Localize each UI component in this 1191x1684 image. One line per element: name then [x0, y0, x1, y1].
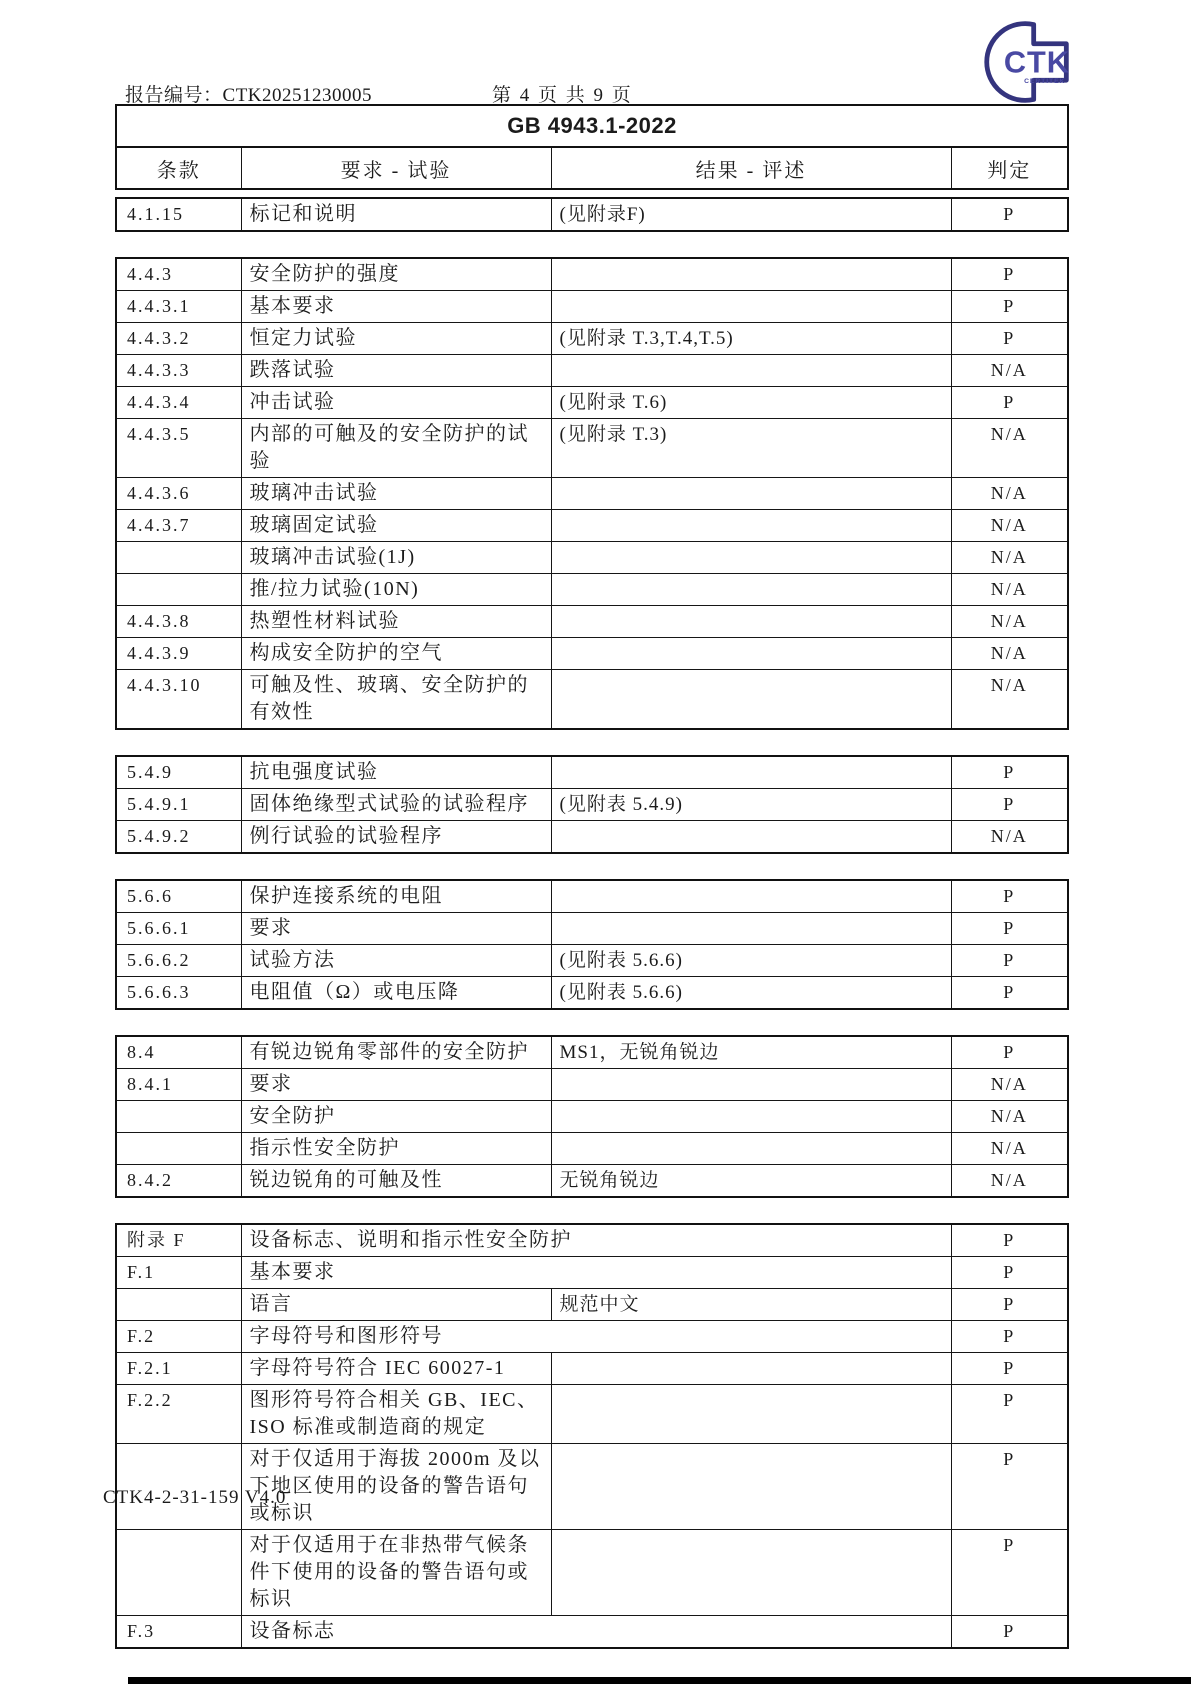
clause-cell [116, 1101, 241, 1133]
clause-cell: F.2.2 [116, 1385, 241, 1444]
requirement-cell: 保护连接系统的电阻 [241, 880, 551, 913]
ctk-logo-text: CTK [1003, 44, 1070, 80]
clause-cell: 4.4.3.3 [116, 355, 241, 387]
result-cell: MS1，无锐角锐边 [551, 1036, 951, 1069]
verdict-cell: P [951, 387, 1068, 419]
verdict-cell: P [951, 258, 1068, 291]
clause-cell [116, 542, 241, 574]
clause-cell: 8.4.2 [116, 1165, 241, 1198]
result-cell [551, 821, 951, 854]
requirement-cell: 设备标志、说明和指示性安全防护 [241, 1224, 951, 1257]
verdict-cell: P [951, 1224, 1068, 1257]
requirement-cell: 恒定力试验 [241, 323, 551, 355]
clause-cell: 8.4 [116, 1036, 241, 1069]
table-row [116, 1616, 1068, 1649]
requirement-cell: 可触及性、玻璃、安全防护的有效性 [241, 670, 551, 730]
section-table [115, 879, 1069, 1010]
table-row [116, 574, 1068, 606]
table-row [116, 1224, 1068, 1257]
table-row [116, 1289, 1068, 1321]
requirement-cell: 构成安全防护的空气 [241, 638, 551, 670]
clause-cell: 4.4.3.4 [116, 387, 241, 419]
header-verdict: 判定 [951, 147, 1068, 189]
clause-cell: 4.4.3.1 [116, 291, 241, 323]
clause-cell: 4.1.15 [116, 198, 241, 231]
header-requirement: 要求 - 试验 [241, 147, 551, 189]
result-cell: (见附录F) [551, 198, 951, 231]
table-row [116, 945, 1068, 977]
clause-cell: 4.4.3.9 [116, 638, 241, 670]
table-row [116, 198, 1068, 231]
table-row [116, 1257, 1068, 1289]
result-cell: 无锐角锐边 [551, 1165, 951, 1198]
result-cell [551, 355, 951, 387]
ctk-logo-icon [978, 12, 1074, 112]
verdict-cell: P [951, 913, 1068, 945]
column-header-row [116, 147, 1068, 189]
table-row [116, 977, 1068, 1010]
clause-cell: 4.4.3.7 [116, 510, 241, 542]
verdict-cell: N/A [951, 574, 1068, 606]
requirement-cell: 例行试验的试验程序 [241, 821, 551, 854]
result-cell [551, 913, 951, 945]
requirement-cell: 锐边锐角的可触及性 [241, 1165, 551, 1198]
result-cell [551, 542, 951, 574]
section-table [115, 197, 1069, 232]
table-row [116, 1069, 1068, 1101]
requirement-cell: 字母符号和图形符号 [241, 1321, 951, 1353]
result-cell [551, 756, 951, 789]
sections [115, 197, 1067, 1649]
verdict-cell: P [951, 1616, 1068, 1649]
page-number-info: 第 4 页 共 9 页 [492, 85, 633, 106]
result-cell [551, 574, 951, 606]
verdict-cell: P [951, 291, 1068, 323]
verdict-cell: N/A [951, 419, 1068, 478]
verdict-cell: P [951, 1289, 1068, 1321]
result-cell [551, 638, 951, 670]
verdict-cell: P [951, 1353, 1068, 1385]
clause-cell: 附录 F [116, 1224, 241, 1257]
requirement-cell: 要求 [241, 1069, 551, 1101]
table-row [116, 478, 1068, 510]
result-cell [551, 1133, 951, 1165]
result-cell [551, 1101, 951, 1133]
verdict-cell: P [951, 1530, 1068, 1616]
standard-table-area [115, 104, 1067, 1674]
verdict-cell: N/A [951, 821, 1068, 854]
table-row [116, 638, 1068, 670]
table-row [116, 1165, 1068, 1198]
requirement-cell: 语言 [241, 1289, 551, 1321]
verdict-cell: N/A [951, 478, 1068, 510]
clause-cell: 5.6.6.1 [116, 913, 241, 945]
requirement-cell: 玻璃冲击试验 [241, 478, 551, 510]
result-cell [551, 1353, 951, 1385]
ctk-logo-subtext: CERTITEK [1024, 78, 1066, 86]
verdict-cell: P [951, 1444, 1068, 1530]
table-row [116, 258, 1068, 291]
document-code: CTK4-2-31-159 V4.0 [103, 1487, 287, 1508]
result-cell [551, 291, 951, 323]
scan-artifact-bar [128, 1677, 1191, 1684]
verdict-cell: P [951, 880, 1068, 913]
table-row [116, 355, 1068, 387]
result-cell: (见附录 T.3) [551, 419, 951, 478]
table-row [116, 1321, 1068, 1353]
clause-cell [116, 574, 241, 606]
requirement-cell: 要求 [241, 913, 551, 945]
result-cell [551, 1069, 951, 1101]
clause-cell: 5.4.9.2 [116, 821, 241, 854]
requirement-cell: 对于仅适用于海拔 2000m 及以下地区使用的设备的警告语句或标识 [241, 1444, 551, 1530]
table-row [116, 670, 1068, 730]
clause-cell: 5.4.9 [116, 756, 241, 789]
result-cell [551, 670, 951, 730]
clause-cell: 5.6.6.2 [116, 945, 241, 977]
verdict-cell: P [951, 323, 1068, 355]
clause-cell: F.3 [116, 1616, 241, 1649]
table-row [116, 1036, 1068, 1069]
header-result: 结果 - 评述 [551, 147, 951, 189]
table-row [116, 756, 1068, 789]
verdict-cell: P [951, 756, 1068, 789]
verdict-cell: N/A [951, 510, 1068, 542]
report-number-value: CTK20251230005 [222, 85, 373, 106]
table-row [116, 387, 1068, 419]
requirement-cell: 设备标志 [241, 1616, 951, 1649]
result-cell [551, 1385, 951, 1444]
result-cell [551, 606, 951, 638]
requirement-cell: 基本要求 [241, 291, 551, 323]
table-row [116, 510, 1068, 542]
verdict-cell: P [951, 1036, 1068, 1069]
clause-cell: 4.4.3.5 [116, 419, 241, 478]
verdict-cell: P [951, 198, 1068, 231]
verdict-cell: N/A [951, 1069, 1068, 1101]
requirement-cell: 字母符号符合 IEC 60027-1 [241, 1353, 551, 1385]
table-row [116, 1133, 1068, 1165]
result-cell: (见附表 5.6.6) [551, 977, 951, 1010]
requirement-cell: 推/拉力试验(10N) [241, 574, 551, 606]
requirement-cell: 冲击试验 [241, 387, 551, 419]
requirement-cell: 基本要求 [241, 1257, 951, 1289]
clause-cell: 4.4.3 [116, 258, 241, 291]
verdict-cell: P [951, 789, 1068, 821]
requirement-cell: 热塑性材料试验 [241, 606, 551, 638]
requirement-cell: 试验方法 [241, 945, 551, 977]
table-header-block [115, 104, 1069, 190]
table-title-row [116, 105, 1068, 147]
requirement-cell: 抗电强度试验 [241, 756, 551, 789]
result-cell [551, 478, 951, 510]
verdict-cell: P [951, 977, 1068, 1010]
clause-cell: 4.4.3.8 [116, 606, 241, 638]
requirement-cell: 安全防护的强度 [241, 258, 551, 291]
clause-cell: 8.4.1 [116, 1069, 241, 1101]
table-row [116, 913, 1068, 945]
table-row [116, 1353, 1068, 1385]
table-row [116, 542, 1068, 574]
result-cell: (见附表 5.4.9) [551, 789, 951, 821]
section-table [115, 1223, 1069, 1649]
requirement-cell: 图形符号符合相关 GB、IEC、ISO 标准或制造商的规定 [241, 1385, 551, 1444]
clause-cell: 4.4.3.10 [116, 670, 241, 730]
requirement-cell: 安全防护 [241, 1101, 551, 1133]
result-cell: (见附录 T.3,T.4,T.5) [551, 323, 951, 355]
clause-cell: 5.6.6.3 [116, 977, 241, 1010]
requirement-cell: 玻璃固定试验 [241, 510, 551, 542]
table-row [116, 1101, 1068, 1133]
verdict-cell: N/A [951, 638, 1068, 670]
verdict-cell: N/A [951, 670, 1068, 730]
clause-cell: F.1 [116, 1257, 241, 1289]
table-row [116, 1385, 1068, 1444]
result-cell [551, 258, 951, 291]
clause-cell: 5.4.9.1 [116, 789, 241, 821]
report-number-line [125, 80, 372, 107]
requirement-cell: 固体绝缘型式试验的试验程序 [241, 789, 551, 821]
result-cell [551, 1530, 951, 1616]
result-cell [551, 880, 951, 913]
table-row [116, 291, 1068, 323]
clause-cell: 4.4.3.6 [116, 478, 241, 510]
verdict-cell: N/A [951, 542, 1068, 574]
requirement-cell: 标记和说明 [241, 198, 551, 231]
verdict-cell: P [951, 1257, 1068, 1289]
table-row [116, 323, 1068, 355]
section-table [115, 257, 1069, 730]
verdict-cell: N/A [951, 606, 1068, 638]
clause-cell [116, 1133, 241, 1165]
verdict-cell: N/A [951, 355, 1068, 387]
clause-cell [116, 1289, 241, 1321]
requirement-cell: 指示性安全防护 [241, 1133, 551, 1165]
table-row [116, 1530, 1068, 1616]
requirement-cell: 内部的可触及的安全防护的试验 [241, 419, 551, 478]
clause-cell: 4.4.3.2 [116, 323, 241, 355]
requirement-cell: 玻璃冲击试验(1J) [241, 542, 551, 574]
verdict-cell: N/A [951, 1165, 1068, 1198]
clause-cell: 5.6.6 [116, 880, 241, 913]
result-cell [551, 510, 951, 542]
table-row [116, 789, 1068, 821]
requirement-cell: 电阻值（Ω）或电压降 [241, 977, 551, 1010]
clause-cell: F.2.1 [116, 1353, 241, 1385]
result-cell: (见附表 5.6.6) [551, 945, 951, 977]
requirement-cell: 有锐边锐角零部件的安全防护 [241, 1036, 551, 1069]
verdict-cell: P [951, 1385, 1068, 1444]
section-table [115, 755, 1069, 854]
header-clause: 条款 [116, 147, 241, 189]
table-row [116, 821, 1068, 854]
section-table [115, 1035, 1069, 1198]
report-number-label: 报告编号： [125, 85, 223, 106]
table-row [116, 880, 1068, 913]
verdict-cell: N/A [951, 1133, 1068, 1165]
verdict-cell: N/A [951, 1101, 1068, 1133]
verdict-cell: P [951, 1321, 1068, 1353]
requirement-cell: 对于仅适用于在非热带气候条件下使用的设备的警告语句或标识 [241, 1530, 551, 1616]
table-row [116, 606, 1068, 638]
result-cell: (见附录 T.6) [551, 387, 951, 419]
clause-cell: F.2 [116, 1321, 241, 1353]
result-cell [551, 1444, 951, 1530]
requirement-cell: 跌落试验 [241, 355, 551, 387]
standard-title: GB 4943.1-2022 [116, 105, 1068, 147]
table-row [116, 419, 1068, 478]
result-cell: 规范中文 [551, 1289, 951, 1321]
verdict-cell: P [951, 945, 1068, 977]
clause-cell [116, 1530, 241, 1616]
